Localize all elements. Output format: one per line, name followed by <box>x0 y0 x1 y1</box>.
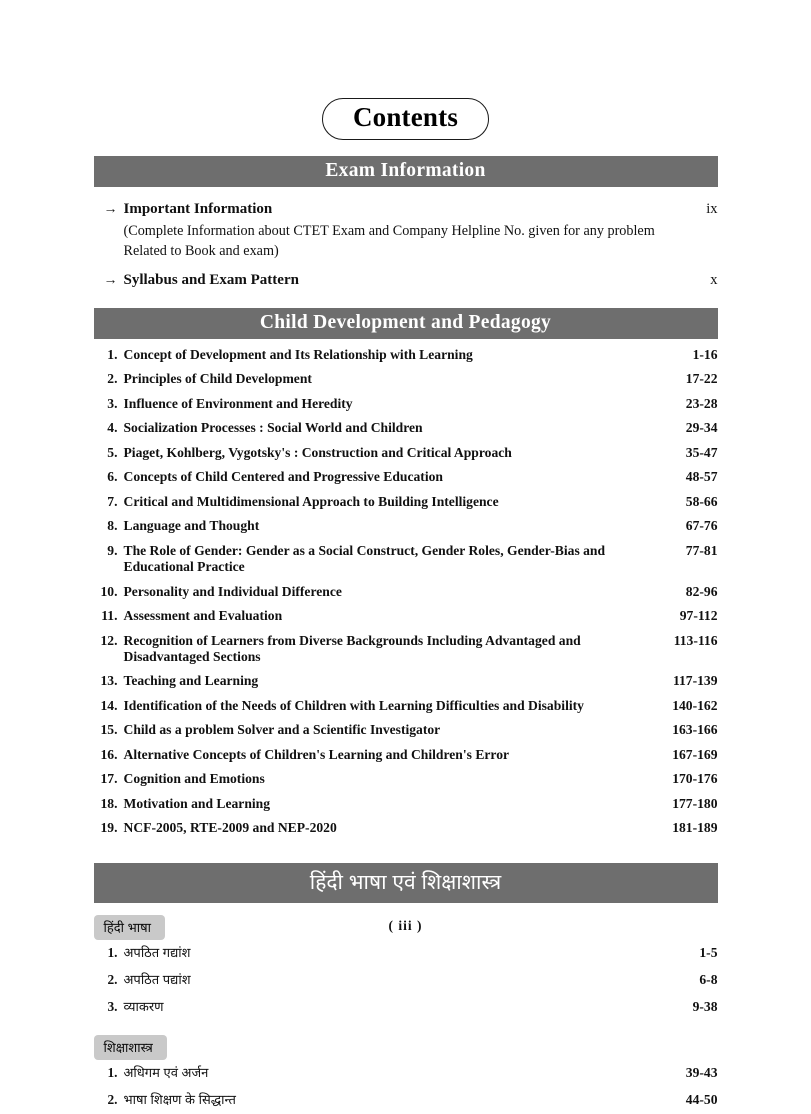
page-title: Contents <box>322 98 489 140</box>
exam-entry-page-number: x <box>710 271 718 288</box>
toc-entry-pages: 67-76 <box>685 518 718 534</box>
exam-entry-note-line-2: Related to Book and exam) <box>123 242 279 259</box>
toc-entry-pages: 6-8 <box>699 971 718 987</box>
toc-entry-title: अपठित गद्यांश <box>123 944 191 960</box>
toc-entry-pages: 35-47 <box>685 444 718 460</box>
toc-entry-number: 2. <box>107 371 118 387</box>
table-row[interactable] <box>94 816 718 841</box>
toc-entry-number: 2. <box>107 1091 118 1107</box>
table-row[interactable] <box>94 628 718 669</box>
section-heading-exam-information: Exam Information <box>94 156 718 187</box>
toc-entry-number: 16. <box>100 746 118 762</box>
toc-entry-pages: 58-66 <box>685 493 718 509</box>
exam-entry-page-number: ix <box>706 201 718 218</box>
table-row[interactable] <box>94 367 718 392</box>
toc-entry-pages: 48-57 <box>685 469 718 485</box>
exam-information-list <box>94 187 718 292</box>
toc-entry-number: 14. <box>100 697 118 713</box>
toc-entry-title: Socialization Processes : Social World and Children <box>123 420 423 436</box>
toc-entry-title: Child as a problem Solver and a Scientific Investigator <box>123 722 441 738</box>
toc-entry-pages: 77-81 <box>685 542 718 558</box>
toc-entry-title: Concepts of Child Centered and Progressive Education <box>123 469 443 485</box>
child-development-toc-list <box>94 339 718 841</box>
toc-entry-title: Cognition and Emotions <box>123 771 265 787</box>
toc-entry-number: 9. <box>107 542 118 558</box>
table-row[interactable] <box>94 604 718 629</box>
table-row[interactable] <box>94 579 718 604</box>
toc-entry-title: Concept of Development and Its Relationship with Learning <box>123 346 473 362</box>
toc-entry-pages: 17-22 <box>685 371 718 387</box>
toc-entry-number: 17. <box>100 771 118 787</box>
toc-entry-number: 4. <box>107 420 118 436</box>
table-row[interactable] <box>94 767 718 792</box>
toc-entry-number: 3. <box>107 395 118 411</box>
toc-entry-number: 13. <box>100 673 118 689</box>
table-row[interactable] <box>94 1060 718 1087</box>
toc-entry-pages: 9-38 <box>692 998 718 1014</box>
toc-entry-title: अपठित पद्यांश <box>123 971 191 987</box>
toc-entry-number: 18. <box>100 795 118 811</box>
toc-entry-title: Teaching and Learning <box>123 673 259 689</box>
toc-entry-title: Recognition of Learners from Diverse Backgrounds Including Advantaged and Disadvantaged Sections <box>123 632 581 664</box>
toc-entry-pages: 39-43 <box>685 1064 718 1080</box>
table-row[interactable] <box>94 343 718 368</box>
table-row[interactable] <box>94 994 718 1021</box>
toc-entry-pages: 97-112 <box>679 608 718 624</box>
exam-entry-body <box>124 270 678 292</box>
toc-entry-pages: 163-166 <box>672 722 718 738</box>
toc-entry-title: Language and Thought <box>123 518 260 534</box>
toc-entry-number: 11. <box>101 608 118 624</box>
arrow-icon: → <box>103 272 118 288</box>
toc-entry-pages: 167-169 <box>672 746 718 762</box>
table-row[interactable] <box>94 490 718 515</box>
page-number-footer: ( iii ) <box>388 918 423 933</box>
exam-entry-note-line-1: (Complete Information about CTET Exam and Company Helpline No. given for any problem <box>123 222 655 239</box>
table-row[interactable] <box>94 718 718 743</box>
toc-entry-number: 1. <box>107 944 118 960</box>
toc-entry-number: 10. <box>100 583 118 599</box>
toc-entry-title: Influence of Environment and Heredity <box>123 395 353 411</box>
toc-entry-pages: 23-28 <box>685 395 718 411</box>
toc-entry-title: Critical and Multidimensional Approach to Building Intelligence <box>123 493 499 509</box>
toc-entry-title: Assessment and Evaluation <box>123 608 283 624</box>
table-row[interactable] <box>94 743 718 768</box>
toc-entry-title: NCF-2005, RTE-2009 and NEP-2020 <box>123 820 337 836</box>
toc-entry-pages: 82-96 <box>685 583 718 599</box>
table-row[interactable] <box>94 1087 718 1114</box>
toc-entry-title: Identification of the Needs of Children with Learning Difficulties and Disability <box>123 697 584 713</box>
toc-entry-pages: 181-189 <box>672 820 718 836</box>
toc-entry-number: 5. <box>107 444 118 460</box>
toc-entry-title: अधिगम एवं अर्जन <box>123 1064 209 1080</box>
exam-entry-title: Syllabus and Exam Pattern <box>123 271 299 288</box>
toc-entry-pages: 1-16 <box>692 346 718 362</box>
hindi-subsection-chip: शिक्षाशास्त्र <box>94 1035 167 1060</box>
section-heading-hindi: हिंदी भाषा एवं शिक्षाशास्त्र <box>94 863 718 903</box>
toc-entry-title: Personality and Individual Difference <box>123 583 342 599</box>
table-row[interactable] <box>94 792 718 817</box>
toc-entry-pages: 44-50 <box>685 1091 718 1107</box>
exam-entry-syllabus-and-exam-pattern[interactable] <box>94 270 718 292</box>
toc-entry-number: 1. <box>107 1064 118 1080</box>
table-row[interactable] <box>94 514 718 539</box>
toc-entry-number: 7. <box>107 493 118 509</box>
toc-entry-number: 19. <box>100 820 118 836</box>
toc-entry-title: Principles of Child Development <box>123 371 312 387</box>
toc-entry-pages: 177-180 <box>672 795 718 811</box>
table-row[interactable] <box>94 441 718 466</box>
toc-entry-number: 15. <box>100 722 118 738</box>
toc-entry-pages: 113-116 <box>673 632 718 648</box>
toc-entry-pages: 117-139 <box>672 673 718 689</box>
toc-entry-pages: 29-34 <box>685 420 718 436</box>
toc-entry-number: 3. <box>107 998 118 1014</box>
table-row[interactable] <box>94 967 718 994</box>
toc-entry-title: The Role of Gender: Gender as a Social Construct, Gender Roles, Gender-Bias and Educational Practice <box>123 542 606 575</box>
table-row[interactable] <box>94 392 718 417</box>
table-row[interactable] <box>94 539 718 580</box>
toc-entry-title: Alternative Concepts of Children's Learning and Children's Error <box>123 746 510 762</box>
table-row[interactable] <box>94 669 718 694</box>
exam-entry-body <box>124 199 678 261</box>
exam-entry-title: Important Information <box>123 201 273 218</box>
toc-entry-pages: 170-176 <box>672 771 718 787</box>
toc-entry-number: 1. <box>107 346 118 362</box>
table-row[interactable] <box>94 465 718 490</box>
hindi-subsection-chip: हिंदी भाषा <box>94 915 166 940</box>
toc-entry-number: 8. <box>107 518 118 534</box>
page-title-container <box>0 0 811 140</box>
toc-entry-title: Piaget, Kohlberg, Vygotsky's : Construction and Critical Approach <box>123 444 512 460</box>
exam-entry-important-information[interactable] <box>94 199 718 261</box>
toc-entry-pages: 140-162 <box>672 697 718 713</box>
toc-entry-title: भाषा शिक्षण के सिद्धान्त <box>123 1091 236 1107</box>
toc-entry-number: 12. <box>100 632 118 648</box>
toc-entry-pages: 1-5 <box>699 944 718 960</box>
table-row[interactable] <box>94 940 718 967</box>
toc-entry-title: व्याकरण <box>123 998 164 1014</box>
table-row[interactable] <box>94 416 718 441</box>
section-heading-child-development-and-pedagogy: Child Development and Pedagogy <box>94 308 718 339</box>
hindi-toc-list <box>94 903 718 1114</box>
table-row[interactable] <box>94 694 718 719</box>
toc-entry-title: Motivation and Learning <box>123 795 271 811</box>
toc-entry-number: 2. <box>107 971 118 987</box>
arrow-icon: → <box>103 202 118 218</box>
toc-entry-number: 6. <box>107 469 118 485</box>
